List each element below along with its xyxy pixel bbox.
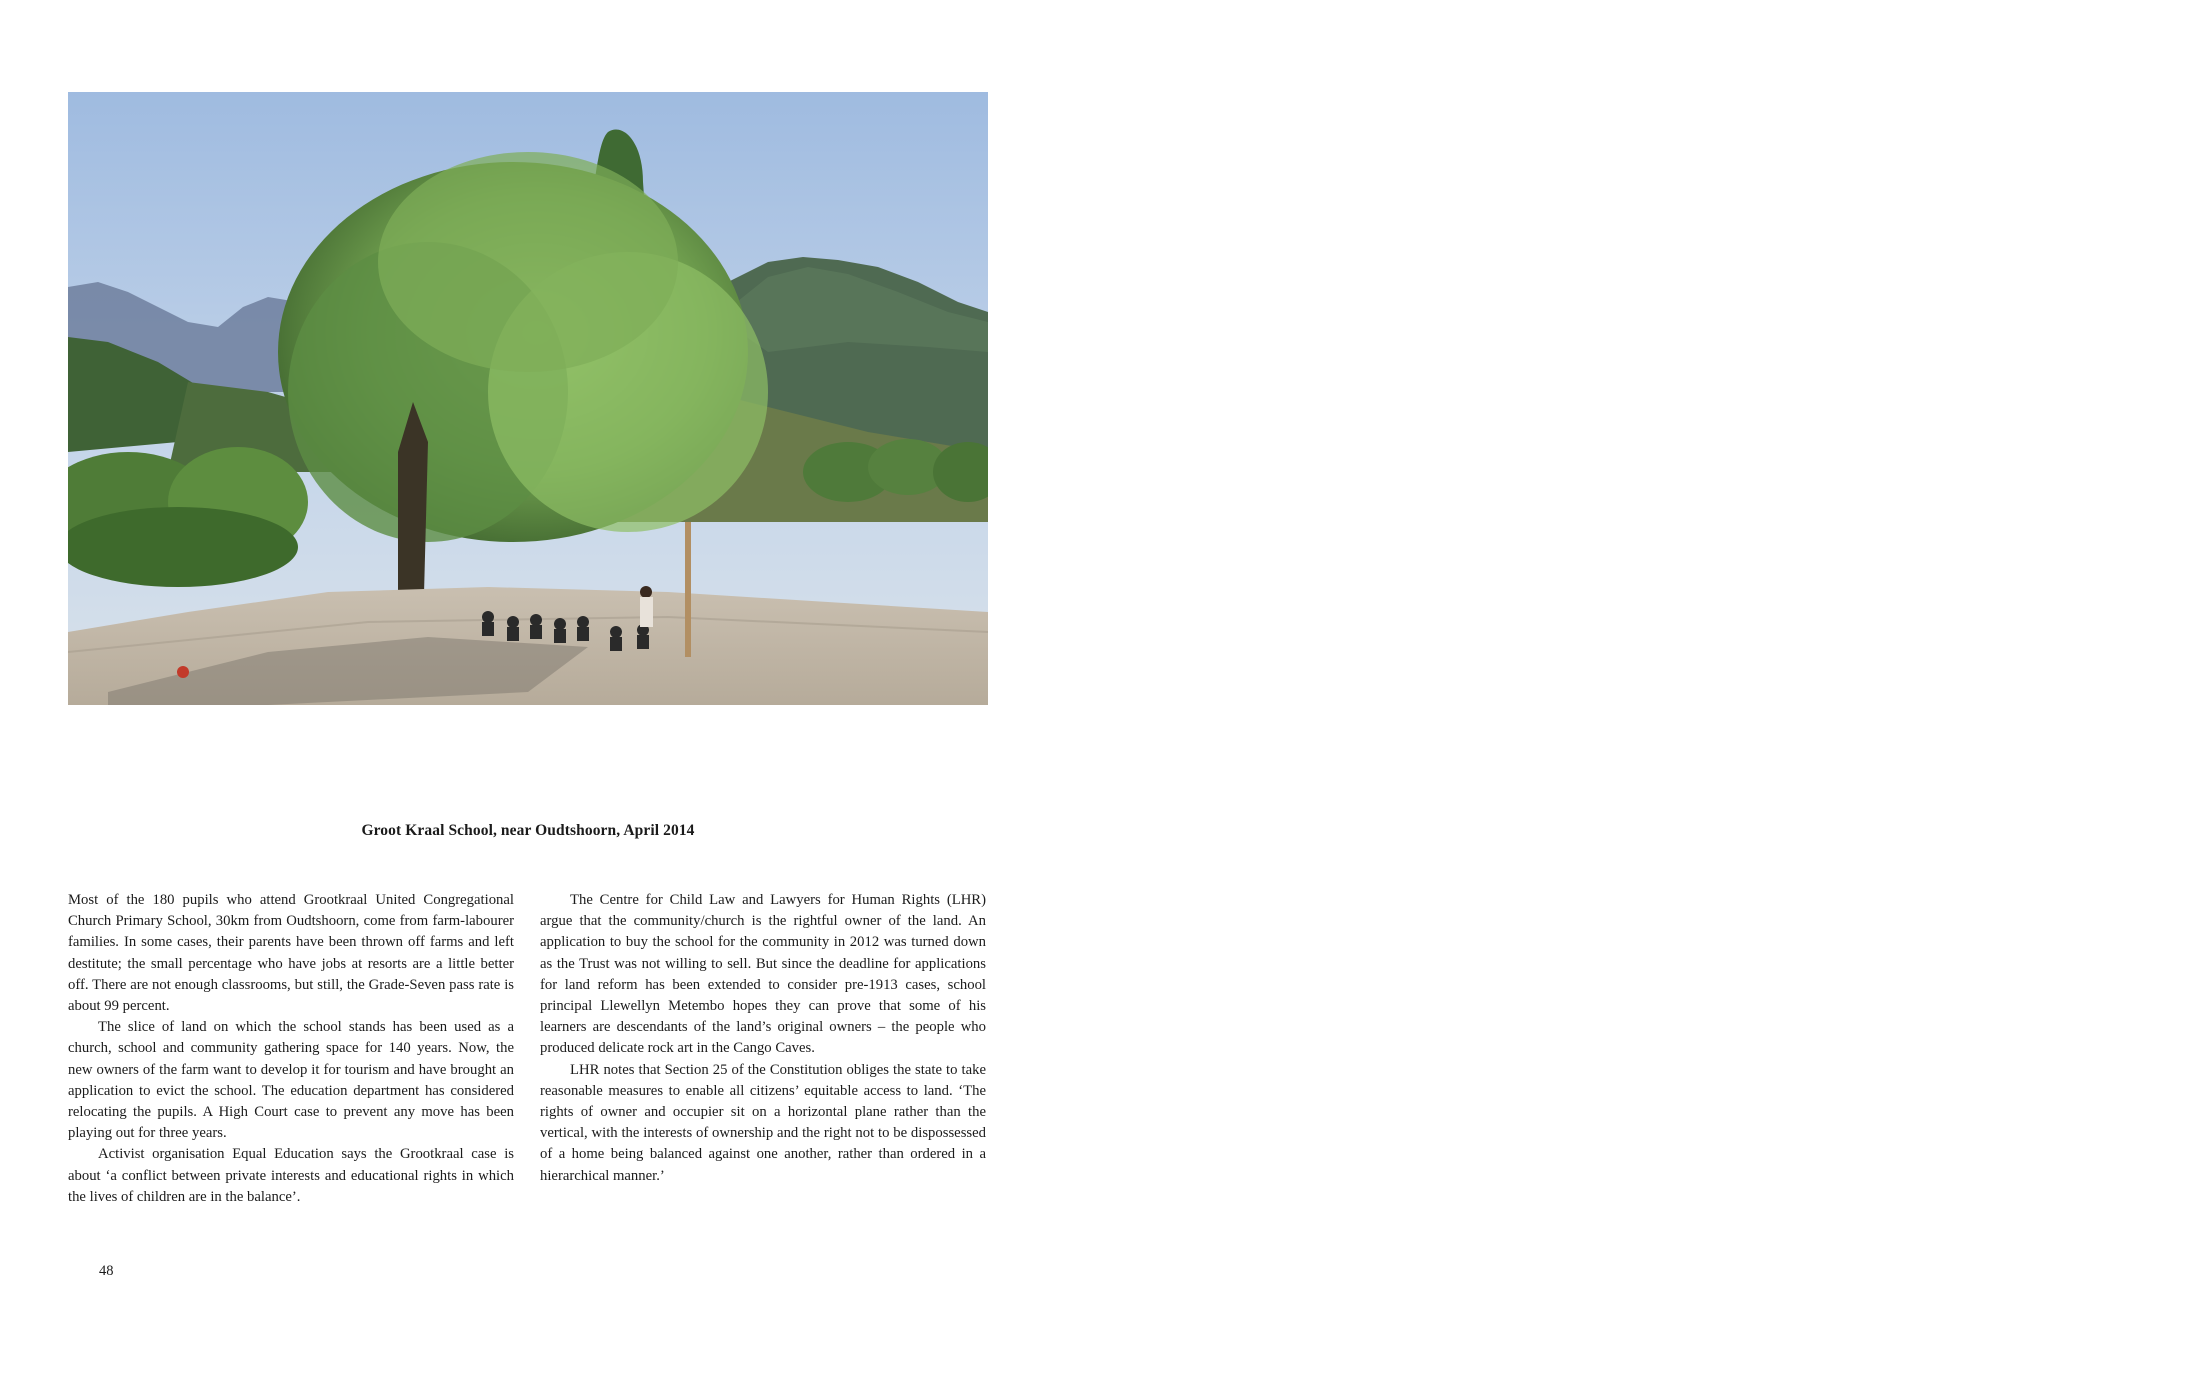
photo-caption: Groot Kraal School, near Oudtshoorn, April 2014 [361,822,695,839]
paragraph: Activist organisation Equal Education says the Grootkraal case is about ‘a conflict between private interests and educational rights in which the lives of children are in the balance’. [68,1146,514,1205]
photo-illustration [68,92,988,705]
paragraph: The slice of land on which the school stands has been used as a church, school and community gathering space for 140 years. Now, the new owners of the farm want to develop it for tourism and have brought an application to evict the school. The education department has considered relocating the pupils. A High Court case to prevent any move has been playing out for three years. [68,1019,514,1142]
paragraph: The Centre for Child Law and Lawyers for Human Rights (LHR) argue that the community/church is the rightful owner of the land. An application to buy the school for the community in 2012 was turned down as the Trust was not willing to sell. But since the deadline for applications for land reform has been extended to consider pre-1913 cases, school principal Llewellyn Metembo hopes they can prove that some of his learners are descendants of the land’s original owners – the people who produced delicate rock art in the Cango Caves. [540,892,986,1057]
text-column-left [68,890,514,1208]
school-landscape-photo [68,92,988,705]
right-page-blank [1100,0,2200,1376]
paragraph: LHR notes that Section 25 of the Constitution obliges the state to take reasonable measures to enable all citizens’ equitable access to land. ‘The rights of owner and occupier sit on a horizontal plane rather than the vertical, with the interests of ownership and the right not to be dispossessed of a home being balanced against one another, rather than ordered in a hierarchical manner.’ [540,1061,986,1184]
page-number: 48 [99,1263,114,1279]
paragraph: Most of the 180 pupils who attend Grootkraal United Congregational Church Primary School, 30km from Oudtshoorn, come from farm-labourer families. In some cases, their parents have been thrown off farms and left destitute; the small percentage who have jobs at resorts are a little better off. There are not enough classrooms, but still, the Grade-Seven pass rate is about 99 percent. [68,892,514,1015]
text-column-right [540,890,986,1187]
